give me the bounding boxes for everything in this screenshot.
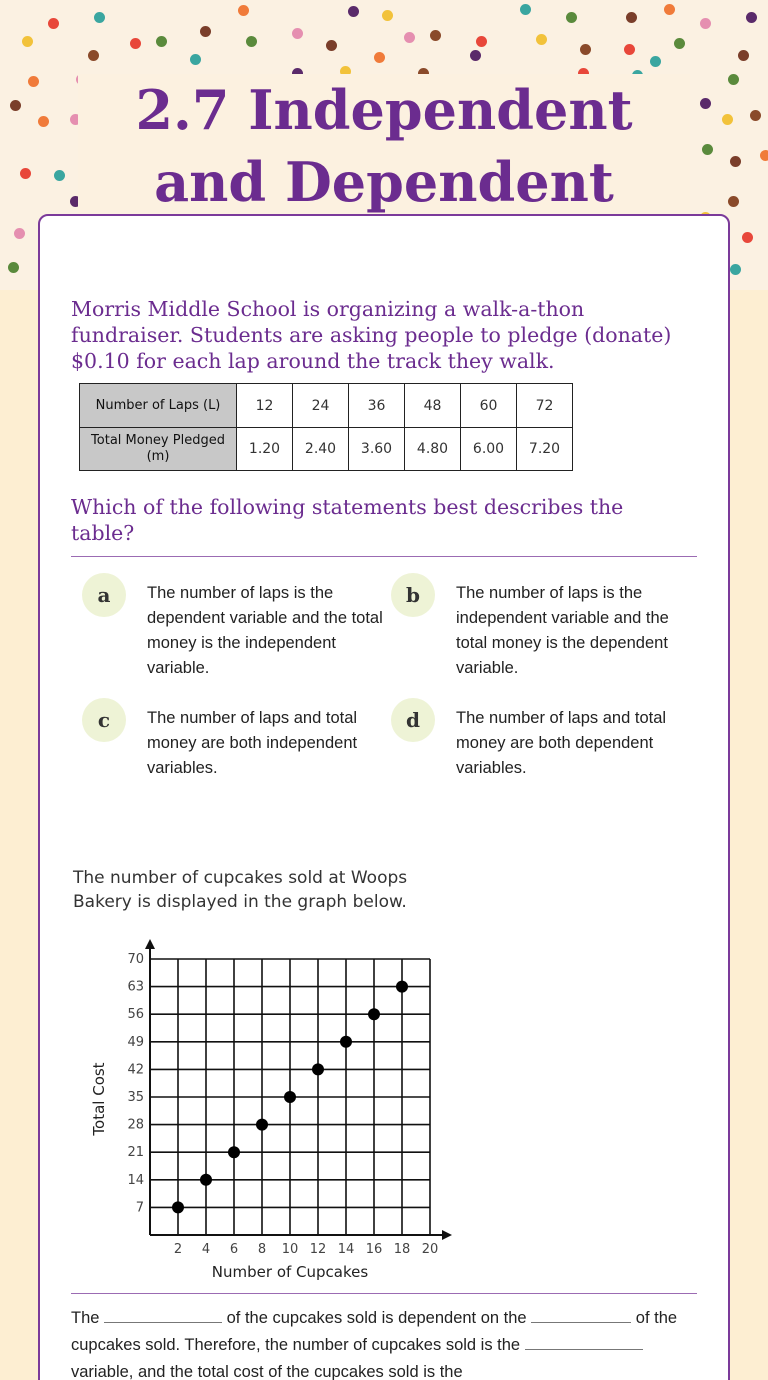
option-c-text[interactable]: The number of laps and total money are both independent variables. [147, 709, 358, 777]
option-a-badge[interactable]: a [82, 573, 126, 617]
table-cell: 2.40 [293, 428, 349, 471]
table-cell: 60 [461, 384, 517, 428]
confetti-dot [566, 12, 577, 23]
table-cell: 4.80 [405, 428, 461, 471]
y-tick-label: 21 [127, 1145, 144, 1161]
confetti-dot [700, 18, 711, 29]
graph-prompt: The number of cupcakes sold at Woops Bakery is displayed in the graph below. [73, 868, 408, 912]
confetti-dot [674, 38, 685, 49]
confetti-dot [130, 38, 141, 49]
confetti-dot [580, 44, 591, 55]
confetti-dot [190, 54, 201, 65]
table-cell: 1.20 [237, 428, 293, 471]
table-cell: 3.60 [349, 428, 405, 471]
confetti-dot [470, 50, 481, 61]
data-point [340, 1036, 352, 1048]
confetti-dot [702, 144, 713, 155]
y-tick-label: 70 [127, 952, 144, 967]
data-point [256, 1119, 268, 1131]
confetti-dot [238, 5, 249, 16]
question-text: Which of the following statements best describes the table? [71, 495, 624, 545]
table-cell: 72 [517, 384, 573, 428]
intro-paragraph: Morris Middle School is organizing a walk-a-thon fundraiser. Students are asking people to pledge (donate) $0.10 for each lap around the track they walk. [71, 297, 672, 373]
cupcakes-scatter-chart [80, 935, 460, 1285]
table-row [80, 428, 573, 471]
confetti-dot [48, 18, 59, 29]
x-tick-label: 16 [365, 1242, 383, 1257]
table-cell: 12 [237, 384, 293, 428]
y-tick-label: 49 [127, 1034, 144, 1050]
y-tick-label: 7 [135, 1200, 144, 1216]
option-a-text[interactable]: The number of laps is the dependent variable and the total money is the independent variable. [147, 584, 383, 677]
table-cell: 6.00 [461, 428, 517, 471]
table-row-header: Total Money Pledged (m) [80, 428, 237, 471]
y-tick-labels [127, 952, 144, 1215]
x-tick-label: 8 [257, 1242, 267, 1257]
x-tick-label: 6 [229, 1242, 239, 1257]
y-axis-arrow-icon [145, 939, 155, 949]
blank-1[interactable] [104, 1309, 222, 1323]
fill-text: of the cupcakes sold is dependent on the [226, 1309, 527, 1327]
x-tick-labels [174, 1242, 438, 1257]
table-cell: 7.20 [517, 428, 573, 471]
option-b-badge[interactable]: b [391, 573, 435, 617]
confetti-dot [728, 74, 739, 85]
confetti-dot [292, 28, 303, 39]
blank-2[interactable] [531, 1309, 631, 1323]
option-b-text[interactable]: The number of laps is the independent variable and the total money is the dependent variable. [456, 584, 669, 677]
confetti-dot [8, 262, 19, 273]
confetti-dot [14, 228, 25, 239]
confetti-dot [20, 168, 31, 179]
table-cell: 48 [405, 384, 461, 428]
confetti-dot [650, 56, 661, 67]
confetti-dot [156, 36, 167, 47]
y-tick-label: 42 [127, 1062, 144, 1078]
fill-in-paragraph [71, 1305, 697, 1380]
confetti-dot [742, 232, 753, 243]
confetti-dot [54, 170, 65, 181]
data-point [368, 1008, 380, 1020]
confetti-dot [624, 44, 635, 55]
confetti-dot [730, 156, 741, 167]
x-axis-arrow-icon [442, 1230, 452, 1240]
table-row-header: Number of Laps (L) [80, 384, 237, 428]
confetti-dot [746, 12, 757, 23]
confetti-dot [722, 114, 733, 125]
fill-text: variable, and the total cost of the cupcakes sold is the [71, 1363, 463, 1380]
confetti-dot [382, 10, 393, 21]
confetti-dot [664, 4, 675, 15]
x-tick-label: 2 [173, 1242, 183, 1257]
x-tick-label: 4 [201, 1242, 211, 1257]
confetti-dot [728, 196, 739, 207]
confetti-dot [738, 50, 749, 61]
confetti-dot [28, 76, 39, 87]
option-d-badge[interactable]: d [391, 698, 435, 742]
y-tick-label: 14 [127, 1172, 144, 1188]
confetti-dot [430, 30, 441, 41]
confetti-dot [10, 100, 21, 111]
y-tick-label: 35 [127, 1090, 144, 1105]
data-point [172, 1201, 184, 1213]
confetti-dot [200, 26, 211, 37]
confetti-dot [626, 12, 637, 23]
confetti-dot [520, 4, 531, 15]
divider [71, 556, 697, 557]
confetti-dot [700, 98, 711, 109]
y-tick-label: 63 [127, 979, 144, 995]
x-tick-label: 20 [421, 1242, 439, 1257]
confetti-dot [94, 12, 105, 23]
x-tick-label: 18 [393, 1242, 411, 1257]
confetti-dot [38, 116, 49, 127]
table-row [80, 384, 573, 428]
laps-money-table [79, 383, 573, 471]
y-tick-label: 28 [127, 1117, 144, 1133]
x-tick-label: 10 [281, 1242, 299, 1257]
page-title: 2.7 Independent and Dependent [135, 78, 633, 214]
data-point [284, 1091, 296, 1103]
confetti-dot [760, 150, 768, 161]
confetti-dot [476, 36, 487, 47]
data-point [200, 1174, 212, 1186]
x-axis-label: Number of Cupcakes [211, 1263, 369, 1281]
confetti-dot [348, 6, 359, 17]
confetti-dot [536, 34, 547, 45]
table-cell: 24 [293, 384, 349, 428]
option-c-badge[interactable]: c [82, 698, 126, 742]
divider [71, 1293, 697, 1294]
fill-text: The [71, 1309, 100, 1327]
data-point [228, 1146, 240, 1158]
confetti-dot [404, 32, 415, 43]
confetti-dot [374, 52, 385, 63]
option-d-text[interactable]: The number of laps and total money are both dependent variables. [456, 709, 667, 777]
confetti-dot [246, 36, 257, 47]
confetti-dot [750, 110, 761, 121]
data-point [396, 981, 408, 993]
y-axis-label: Total Cost [90, 1062, 108, 1136]
blank-3[interactable] [525, 1336, 643, 1350]
data-point [312, 1063, 324, 1075]
confetti-dot [730, 264, 741, 275]
table-cell: 36 [349, 384, 405, 428]
x-tick-label: 12 [309, 1242, 327, 1257]
x-tick-label: 14 [337, 1242, 355, 1257]
fill-text: of the cupcakes sold. Therefore, the number of cupcakes sold is the [71, 1309, 678, 1354]
confetti-dot [22, 36, 33, 47]
confetti-dot [326, 40, 337, 51]
y-tick-label: 56 [127, 1007, 144, 1023]
confetti-dot [88, 50, 99, 61]
